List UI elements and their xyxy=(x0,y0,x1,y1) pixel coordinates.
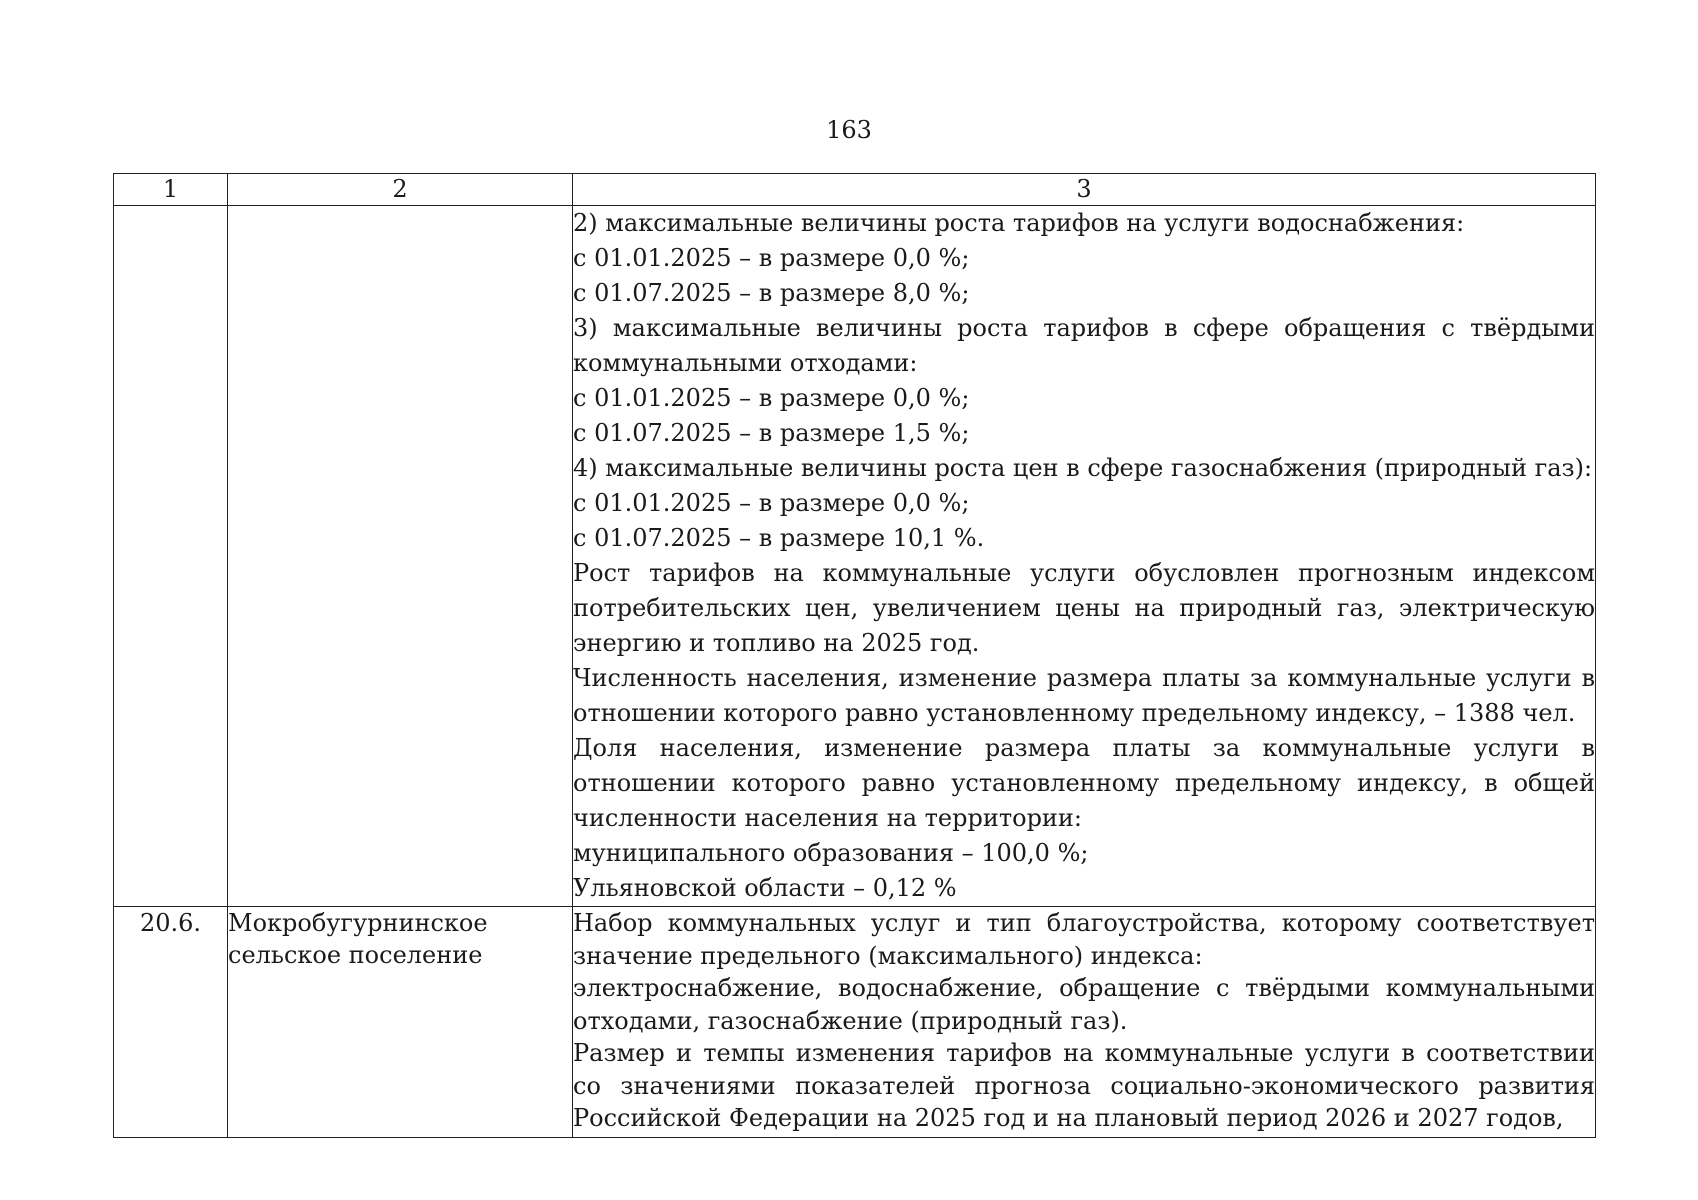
gas-block xyxy=(573,451,1595,556)
services-title-paragraph: Набор коммунальных услуг и тип благоустройства, которому соответствует значение предельного (максимального) индекса: xyxy=(573,909,1595,970)
row-settlement-name: Мокробугурнинское сельское поселение xyxy=(228,907,573,1138)
share-municipal: муниципального образования – 100,0 %; xyxy=(573,839,1089,867)
water-block xyxy=(573,206,1595,311)
population-count-paragraph: Численность населения, изменение размера платы за коммунальные услуги в отношении которого равно установленному предельному индексу, – 1388 чел. xyxy=(573,664,1595,727)
row-number: 20.6. xyxy=(114,907,228,1138)
row-number xyxy=(114,206,228,907)
gas-title: 4) максимальные величины роста цен в сфере газоснабжения (природный газ): xyxy=(573,454,1593,482)
population-share-paragraph: Доля населения, изменение размера платы за коммунальные услуги в отношении которого равно установленному предельному индексу, в общей численности населения на территории: xyxy=(573,734,1595,832)
column-header-3: 3 xyxy=(573,174,1596,206)
gas-rate-1: с 01.01.2025 – в размере 0,0 %; xyxy=(573,489,970,517)
row-content xyxy=(573,907,1596,1138)
gas-rate-2: с 01.07.2025 – в размере 10,1 %. xyxy=(573,524,985,552)
share-block xyxy=(573,836,1595,906)
water-rate-2: с 01.07.2025 – в размере 8,0 %; xyxy=(573,279,970,307)
table-row xyxy=(114,206,1596,907)
waste-block xyxy=(573,381,1595,451)
row-settlement-name xyxy=(228,206,573,907)
water-rate-1: с 01.01.2025 – в размере 0,0 %; xyxy=(573,244,970,272)
waste-title: 3) максимальные величины роста тарифов в сфере обращения с твёрдыми коммунальными отходами: xyxy=(573,314,1595,377)
services-list-paragraph: электроснабжение, водоснабжение, обращение с твёрдыми коммунальными отходами, газоснабжение (природный газ). xyxy=(573,974,1595,1035)
growth-reason-paragraph: Рост тарифов на коммунальные услуги обусловлен прогнозным индексом потребительских цен, увеличением цены на природный газ, электрическую энергию и топливо на 2025 год. xyxy=(573,559,1595,657)
table-header-row xyxy=(114,174,1596,206)
water-title: 2) максимальные величины роста тарифов на услуги водоснабжения: xyxy=(573,209,1465,237)
table-row xyxy=(114,907,1596,1138)
row-content-clipped xyxy=(573,907,1595,1137)
column-header-1: 1 xyxy=(114,174,228,206)
page-number: 163 xyxy=(826,116,872,144)
waste-rate-2: с 01.07.2025 – в размере 1,5 %; xyxy=(573,419,970,447)
share-region: Ульяновской области – 0,12 % xyxy=(573,874,957,902)
row-content xyxy=(573,206,1596,907)
column-header-2: 2 xyxy=(228,174,573,206)
tariff-table xyxy=(113,173,1596,1138)
tariff-paragraph: Размер и темпы изменения тарифов на коммунальные услуги в соответствии со значениями показателей прогноза социально-экономического развития Российской Федерации на 2025 год и на плановый период 2026 и 2027 годов, xyxy=(573,1039,1595,1132)
waste-rate-1: с 01.01.2025 – в размере 0,0 %; xyxy=(573,384,970,412)
